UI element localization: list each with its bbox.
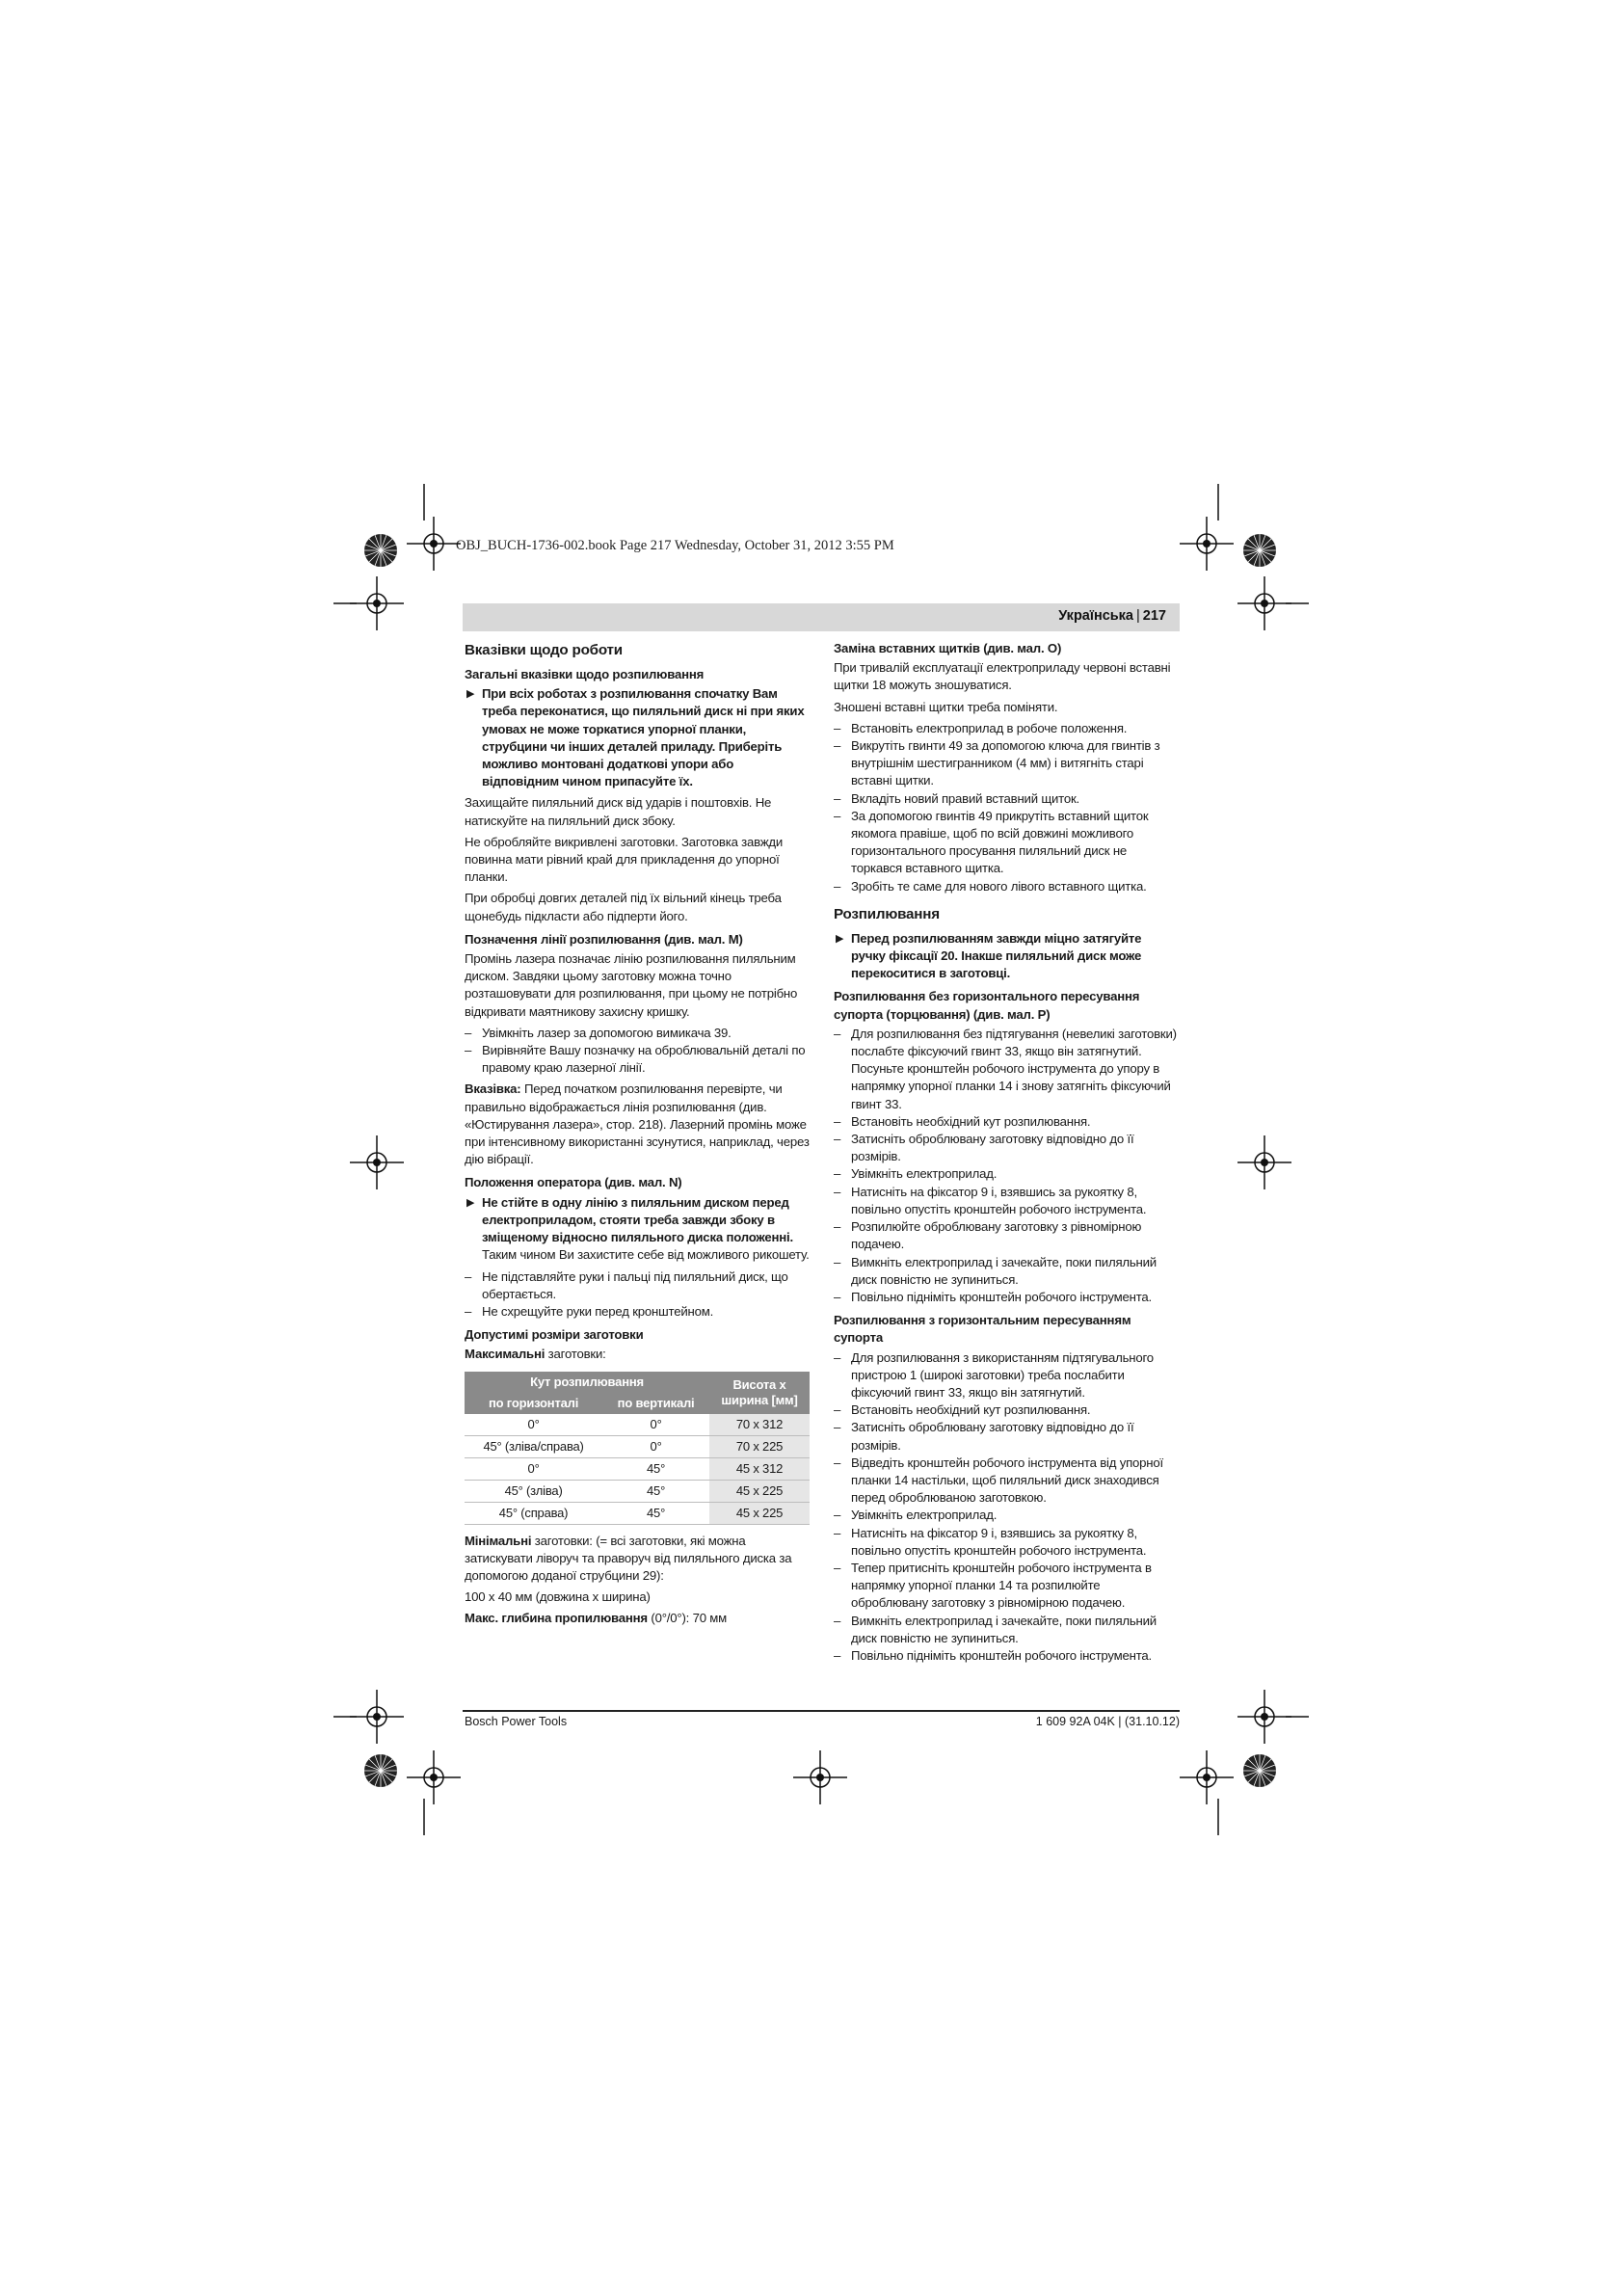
subheading-sizes: Допустимі розміри заготовки bbox=[465, 1327, 644, 1343]
star-mark-top-right bbox=[1243, 534, 1276, 567]
list-item: – Викрутіть гвинти 49 за допомогою ключа для гвинтів з внутрішнім шестигранником (4 мм) і витягніть старі вставні щитки. bbox=[834, 737, 1179, 790]
table-row: 45° (справа) 45° 45 x 225 bbox=[465, 1502, 810, 1524]
cross-mark-left-bottom bbox=[350, 1690, 404, 1744]
max-depth: Макс. глибина пропилювання (0°/0°): 70 мм bbox=[465, 1611, 728, 1626]
list-item: – Не підставляйте руки і пальці під пиляльний диск, що обертається. bbox=[465, 1268, 810, 1303]
list-item: – Вирівняйте Вашу позначку на оброблювальній деталі по правому краю лазерної лінії. bbox=[465, 1042, 810, 1077]
cross-mark-right-bottom bbox=[1237, 1690, 1291, 1744]
subheading-no-slide: Розпилювання без горизонтального пересування супорта (торцювання) (див. мал. P) bbox=[834, 989, 1140, 1022]
paragraph: Зношені вставні щитки треба поміняти. bbox=[834, 699, 1058, 714]
list-item: – Затисніть оброблювану заготовку відповідно до її розмірів. bbox=[834, 1419, 1179, 1454]
insert-steps bbox=[834, 720, 1179, 895]
list-item: – Вимкніть електроприлад і зачекайте, поки пиляльний диск повністю не зупиниться. bbox=[834, 1254, 1179, 1289]
section-heading-sawing: Розпилювання bbox=[834, 905, 940, 922]
table-row: 0° 45° 45 x 312 bbox=[465, 1457, 810, 1480]
max-label: Максимальні заготовки: bbox=[465, 1347, 606, 1362]
subheading-operator: Положення оператора (див. мал. N) bbox=[465, 1175, 682, 1190]
table-row: 45° (зліва/справа) 0° 70 x 225 bbox=[465, 1435, 810, 1457]
min-size: 100 x 40 мм (довжина x ширина) bbox=[465, 1589, 651, 1605]
laser-steps bbox=[465, 1025, 810, 1078]
star-mark-top-left bbox=[364, 534, 397, 567]
list-item: – Вимкніть електроприлад і зачекайте, поки пиляльний диск повністю не зупиниться. bbox=[834, 1613, 1179, 1647]
cross-mark-left-middle bbox=[350, 1135, 404, 1189]
paragraph: При тривалій експлуатації електроприладу червоні вставні щитки 18 можуть зношуватися. bbox=[834, 660, 1171, 693]
cross-mark-right-top bbox=[1237, 576, 1291, 630]
star-mark-bottom-right bbox=[1243, 1754, 1276, 1787]
list-item: – Увімкніть електроприлад. bbox=[834, 1165, 1179, 1183]
star-mark-bottom-left bbox=[364, 1754, 397, 1787]
list-item: – Затисніть оброблювану заготовку відповідно до її розмірів. bbox=[834, 1131, 1179, 1165]
page-header: Українська | 217 bbox=[463, 603, 1180, 631]
slide-steps bbox=[834, 1349, 1179, 1666]
safety-warning: ▶ Не стійте в одну лінію з пиляльним диском перед електроприладом, стояти треба завжди збоку в зміщеному відносно пиляльного диска положенні. Таким чином Ви захистите себе від можливого рикошету. bbox=[466, 1194, 810, 1263]
table-header-cut-angle: Кут розпилювання bbox=[465, 1372, 709, 1393]
list-item: – Увімкніть електроприлад. bbox=[834, 1507, 1179, 1524]
list-item: – Відведіть кронштейн робочого інструмента від упорної планки 14 настільки, щоб пиляльний диск знаходився перед оброблюваною заготовкою. bbox=[834, 1455, 1179, 1508]
list-item: – Для розпилювання без підтягування (невеликі заготовки) послабте фіксуючий гвинт 33, якщо він затягнутий. Посуньте кронштейн робочого інструмента до упору в напрямку упорної планки 14 і знову затягніть фіксуючий гвинт 33. bbox=[834, 1026, 1179, 1113]
list-item: – Не схрещуйте руки перед кронштейном. bbox=[465, 1303, 810, 1321]
min-label: Мінімальні заготовки: (= всі заготовки, які можна затискувати ліворуч та праворуч від пиляльного диска за допомогою доданої струбцини 29): bbox=[465, 1533, 792, 1583]
subheading-cut-line: Позначення лінії розпилювання (див. мал. M) bbox=[465, 931, 743, 947]
list-item: – Встановіть необхідний кут розпилювання. bbox=[834, 1113, 1179, 1131]
cross-mark-bottom-center bbox=[793, 1750, 847, 1804]
paragraph: Промінь лазера позначає лінію розпилювання пиляльним диском. Завдяки цьому заготовку можна точно розташовувати для розпилювання, при цьому не потрібно відкривати маятникову захисну кришку. bbox=[465, 951, 798, 1019]
no-slide-steps bbox=[834, 1026, 1179, 1306]
list-item: – Увімкніть лазер за допомогою вимикача 39. bbox=[465, 1025, 810, 1042]
language-label: Українська bbox=[1058, 608, 1134, 624]
list-item: – Натисніть на фіксатор 9 і, взявшись за рукоятку 8, повільно опустіть кронштейн робочого інструмента. bbox=[834, 1525, 1179, 1560]
list-item: – Встановіть електроприлад в робоче положення. bbox=[834, 720, 1179, 737]
paragraph: Не обробляйте викривлені заготовки. Заготовка завжди повинна мати рівний край для прикладення до упорної планки. bbox=[465, 834, 784, 885]
table-header-horizontal: по горизонталі bbox=[465, 1393, 602, 1414]
footer-rule bbox=[463, 1710, 1180, 1712]
footer-doc-number: 1 609 92A 04K | (31.10.12) bbox=[1035, 1715, 1180, 1728]
list-item: – Для розпилювання з використанням підтягувального пристрою 1 (широкі заготовки) треба послабити фіксуючий гвинт 33, якщо він затягнутий. bbox=[834, 1349, 1179, 1402]
list-item: – Зробіть те саме для нового лівого вставного щитка. bbox=[834, 878, 1179, 895]
list-item: – Тепер притисніть кронштейн робочого інструмента в напрямку упорної планки 14 та розпилюйте оброблювану заготовку з рівномірною подачею. bbox=[834, 1560, 1179, 1613]
subheading-slide: Розпилювання з горизонтальним пересуванням супорта bbox=[834, 1313, 1131, 1346]
cross-mark-bottom-right bbox=[1180, 1750, 1234, 1804]
note: Вказівка: Перед початком розпилювання перевірте, чи правильно відображається лінія розпилювання (див. «Юстирування лазера», стор. 218). Лазерний промінь може при інтенсивному використанні зсунутися, наприклад, через дію вібрації. bbox=[465, 1081, 810, 1167]
cross-mark-right-middle bbox=[1237, 1135, 1291, 1189]
safety-warning: ▶ При всіх роботах з розпилювання спочатку Вам треба переконатися, що пиляльний диск ні при яких умовах не може торкатися упорної планки, струбцини чи інших деталей приладу. Приберіть можливо монтовані додаткові упори або відповідним чином припасуйте їх. bbox=[466, 686, 805, 789]
table-row: 0° 0° 70 x 312 bbox=[465, 1414, 810, 1436]
warning-triangle-icon: ▶ bbox=[466, 1196, 475, 1209]
subheading-general: Загальні вказівки щодо розпилювання bbox=[465, 667, 705, 681]
section-heading-work: Вказівки щодо роботи bbox=[465, 642, 623, 658]
list-item: – За допомогою гвинтів 49 прикрутіть вставний щиток якомога правіше, щоб по всій довжині можливого горизонтального просування пиляльний диск не торкався вставного щитка. bbox=[834, 808, 1179, 878]
cross-mark-left-top bbox=[350, 576, 404, 630]
file-slug: OBJ_BUCH-1736-002.book Page 217 Wednesday, October 31, 2012 3:55 PM bbox=[456, 538, 894, 553]
list-item: – Натисніть на фіксатор 9 і, взявшись за рукоятку 8, повільно опустіть кронштейн робочого інструмента. bbox=[834, 1184, 1179, 1218]
list-item: – Повільно підніміть кронштейн робочого інструмента. bbox=[834, 1289, 1179, 1306]
operator-steps bbox=[465, 1268, 810, 1322]
table-header-vertical: по вертикалі bbox=[602, 1393, 709, 1414]
warning-triangle-icon: ▶ bbox=[466, 688, 475, 701]
paragraph: При обробці довгих деталей під їх вільний кінець треба щонебудь підкласти або підперти його. bbox=[465, 891, 782, 923]
footer-brand: Bosch Power Tools bbox=[465, 1715, 568, 1728]
warning-triangle-icon: ▶ bbox=[836, 932, 844, 945]
left-column bbox=[465, 638, 810, 1632]
table-header-size: Висота х ширина [мм] bbox=[709, 1372, 810, 1414]
page-number: 217 bbox=[1142, 608, 1166, 624]
cross-mark-top-right bbox=[1180, 517, 1234, 571]
paragraph: Захищайте пиляльний диск від ударів і поштовхів. Не натискуйте на пиляльний диск збоку. bbox=[465, 795, 772, 828]
table-row: 45° (зліва) 45° 45 x 225 bbox=[465, 1480, 810, 1502]
list-item: – Вкладіть новий правий вставний щиток. bbox=[834, 790, 1179, 808]
safety-warning: ▶ Перед розпилюванням завжди міцно затягуйте ручку фіксації 20. Інакше пиляльний диск може перекоситися в заготовці. bbox=[836, 930, 1142, 981]
cross-mark-bottom-left bbox=[407, 1750, 461, 1804]
right-column bbox=[834, 638, 1179, 1669]
list-item: – Повільно підніміть кронштейн робочого інструмента. bbox=[834, 1647, 1179, 1665]
workpiece-dimensions-table bbox=[465, 1372, 810, 1525]
subheading-inserts: Заміна вставних щитків (див. мал. O) bbox=[834, 641, 1062, 655]
list-item: – Розпилюйте оброблювану заготовку з рівномірною подачею. bbox=[834, 1218, 1179, 1253]
cross-mark-top-left bbox=[407, 517, 461, 571]
list-item: – Встановіть необхідний кут розпилювання. bbox=[834, 1402, 1179, 1419]
